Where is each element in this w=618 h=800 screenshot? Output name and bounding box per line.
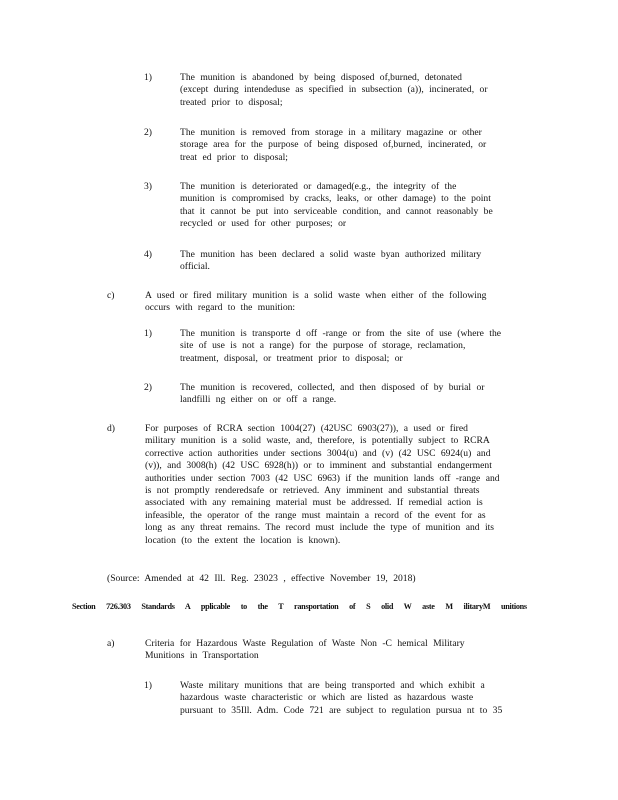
item-2-removed-label: 2) [144,127,152,138]
item-3-deteriorated-text [180,181,532,231]
text-line: authorities under section 7003 (42 USC 6963) if the munition lands off -range and [145,472,500,484]
text-line: occurs with regard to the munition: [145,302,296,314]
text-line: The munition is transporte d off -range or from the site of use (where the [180,328,502,339]
text-line: Waste military munitions that are being transported and which exhibit a [180,680,485,691]
item-a1-waste-munitions-text [180,680,532,717]
item-a1-waste-munitions-label: 1) [144,680,152,691]
text-line: (except during intendeduse as specified in subsection (a)), incinerated, or [180,84,488,96]
text-line: military munition is a solid waste, and, therefore, is potentially subject to RCRA [145,435,490,447]
text-line: is not promptly renderedsafe or retrieved. Any imminent and substantial threats [145,485,480,497]
text-line: The munition is deteriorated or damaged(e.g., the integrity of the [180,181,457,192]
text-line: Section 726.303 Standards A pplicable to the T ransportation of S olid W aste M ilitary [72,602,483,611]
item-3-deteriorated-label: 3) [144,181,152,192]
item-2-removed-text [180,127,528,164]
item-4-declared-text [180,249,516,274]
text-line: Criteria for Hazardous Waste Regulation of Waste Non -C hemical Military [145,638,465,649]
item-c-used-fired-text [145,290,517,315]
text-line: infeasible, the operator of the range must maintain a record of the event for as [145,509,486,521]
text-line: site of use is not a range) for the purpose of storage, reclamation, [180,340,466,352]
item-c2-recovered-text [180,382,522,407]
text-line: M unitions [482,602,527,611]
text-line: location (to the extent the location is known). [145,534,341,546]
text-line: The munition has been declared a solid waste byan authorized military [180,249,482,260]
item-1-abandoned-label: 1) [144,72,152,83]
text-line: that it cannot be put into serviceable condition, and cannot reasonably be [180,205,493,217]
text-line: A used or fired military munition is a solid waste when either of the following [145,290,487,301]
text-line: official. [180,261,210,273]
text-line: The munition is recovered, collected, and then disposed of by burial or [180,382,485,393]
text-line: For purposes of RCRA section 1004(27) (42USC 6903(27)), a used or fired [145,423,468,434]
item-c-used-fired-label: c) [107,290,115,301]
text-line: associated with any remaining material must be addressed. If remedial action is [145,497,483,509]
text-line: long as any threat remains. The record must include the type of munition and its [145,522,495,534]
text-line: recycled or used for other purposes; or [180,218,347,230]
item-1-abandoned-text [180,72,528,109]
text-line: Munitions in Transportation [145,650,259,662]
text-line: storage area for the purpose of being disposed of,burned, incinerated, or [180,139,487,151]
source-note-text [107,573,447,585]
text-line: corrective action authorities under sections 3004(u) and (v) (42 USC 6924(u) and [145,447,491,459]
item-d-rcra-label: d) [107,423,115,434]
text-line: The munition is removed from storage in a military magazine or other [180,127,482,138]
text-line: pursuant to 35Ill. Adm. Code 721 are subject to regulation pursua nt to 35 [180,704,503,716]
text-line: (v)), and 3008(h) (42 USC 6928(h)) or to imminent and substantial endangerment [145,460,492,472]
text-line: (Source: Amended at 42 Ill. Reg. 23023 , effective November 19, 2018) [107,573,416,584]
text-line: munition is compromised by cracks, leaks, or other damage) to the point [180,193,491,205]
item-4-declared-label: 4) [144,249,152,260]
item-d-rcra-text [145,423,535,547]
section-heading-text [72,601,527,612]
text-line: The munition is abandoned by being disposed of,burned, detonated [180,72,462,83]
item-c1-transported-text [180,328,524,365]
text-line: treated prior to disposal; [180,96,283,108]
item-c1-transported-label: 1) [144,328,152,339]
item-c2-recovered-label: 2) [144,382,152,393]
text-line: hazardous waste characteristic or which are listed as hazardous waste [180,692,474,704]
text-line: treat ed prior to disposal; [180,151,288,163]
item-a-criteria-text [145,638,467,663]
item-a-criteria-label: a) [107,638,115,649]
text-line: landfilli ng either on or off a range. [180,394,337,406]
text-line: treatment, disposal, or treatment prior to disposal; or [180,352,403,364]
